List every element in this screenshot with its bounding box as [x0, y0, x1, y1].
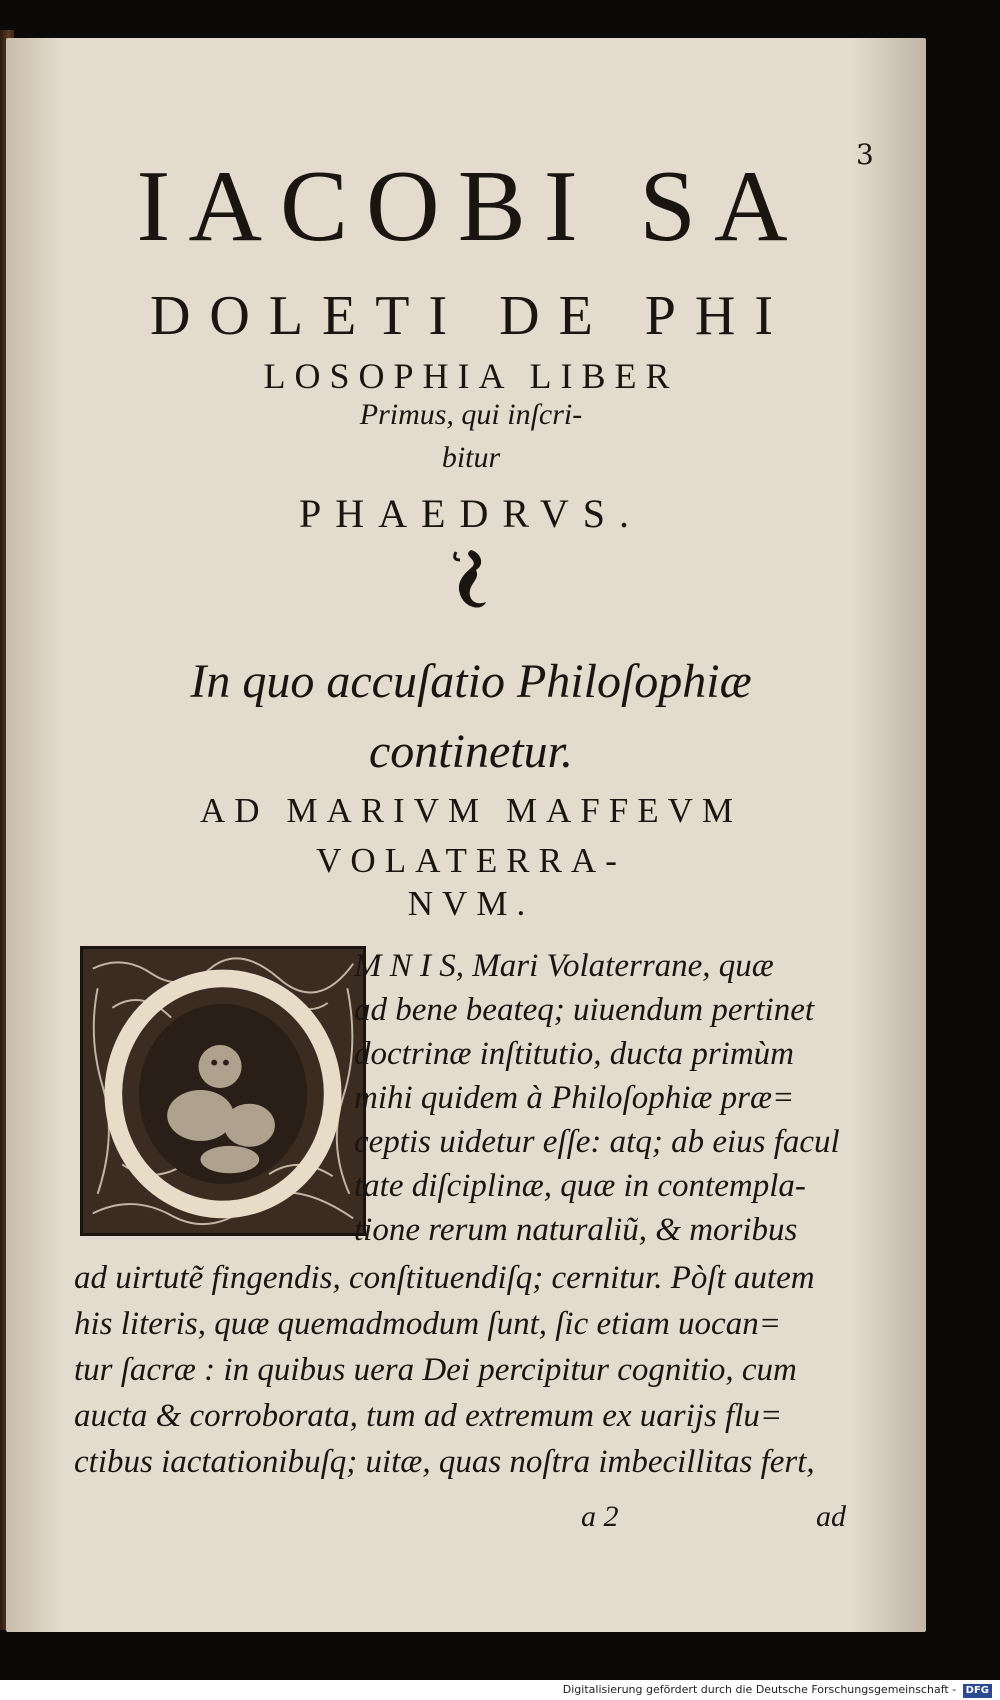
dedication-line-3: NVM. [407, 884, 535, 923]
title-line-4: Primus, qui inſcri- [359, 398, 583, 431]
body-line-3: doctrinæ inſtitutio, ducta primùm [354, 1036, 795, 1072]
body-line-9: his literis, quæ quemadmodum ſunt, ſic etiam uocan= [74, 1306, 781, 1342]
dedication-line-1: AD MARIVM MAFFEVM [200, 791, 742, 830]
body-line-5: ceptis uidetur eſſe: atq; ab eius facul [354, 1124, 840, 1160]
digitization-credit [0, 1680, 1000, 1700]
title-line-5: bitur [441, 441, 501, 474]
title-line-6: PHAEDRVS. [299, 491, 643, 536]
book-page [6, 38, 926, 1632]
title-line-2: DOLETI DE PHI [149, 285, 793, 347]
body-line-6: tate diſciplinæ, quæ in contempla- [354, 1168, 806, 1204]
dfg-logo-icon: DFG [963, 1684, 992, 1698]
title-line-1: IACOBI SA [136, 150, 806, 263]
body-line-1: M N I S, Mari Volaterrane, quæ [354, 948, 774, 984]
signature-mark: a 2 [581, 1500, 619, 1533]
body-line-12: ctibus iactationibuſq; uitæ, quas noſtra imbecillitas fert, [74, 1444, 815, 1480]
dedication-line-2: VOLATERRA- [316, 841, 626, 880]
body-line-11: aucta & corroborata, tum ad extremum ex uarijs flu= [74, 1398, 783, 1434]
body-line-8: ad uirtutẽ fingendis, conſtituendiſq; cernitur. Pòſt autem [74, 1260, 815, 1296]
subtitle-line-1: In quo accuſatio Philoſophiæ [190, 655, 752, 708]
body-line-10: tur ſacræ : in quibus uera Dei percipitur cognitio, cum [74, 1352, 797, 1388]
catchword: ad [816, 1500, 846, 1533]
fleuron-icon [446, 546, 496, 618]
body-line-7: tione rerum naturaliũ, & moribus [354, 1212, 798, 1248]
title-line-3: LOSOPHIA LIBER [263, 356, 679, 396]
page-number: 3 [856, 138, 874, 171]
decorated-initial-o-icon [80, 946, 366, 1236]
credit-text: Digitalisierung gefördert durch die Deutsche Forschungsgemeinschaft - [562, 1683, 957, 1696]
body-line-4: mihi quidem à Philoſophiæ præ= [354, 1080, 795, 1116]
subtitle-line-2: continetur. [369, 725, 573, 778]
body-line-2: ad bene beateq; uiuendum pertinet [354, 992, 815, 1028]
